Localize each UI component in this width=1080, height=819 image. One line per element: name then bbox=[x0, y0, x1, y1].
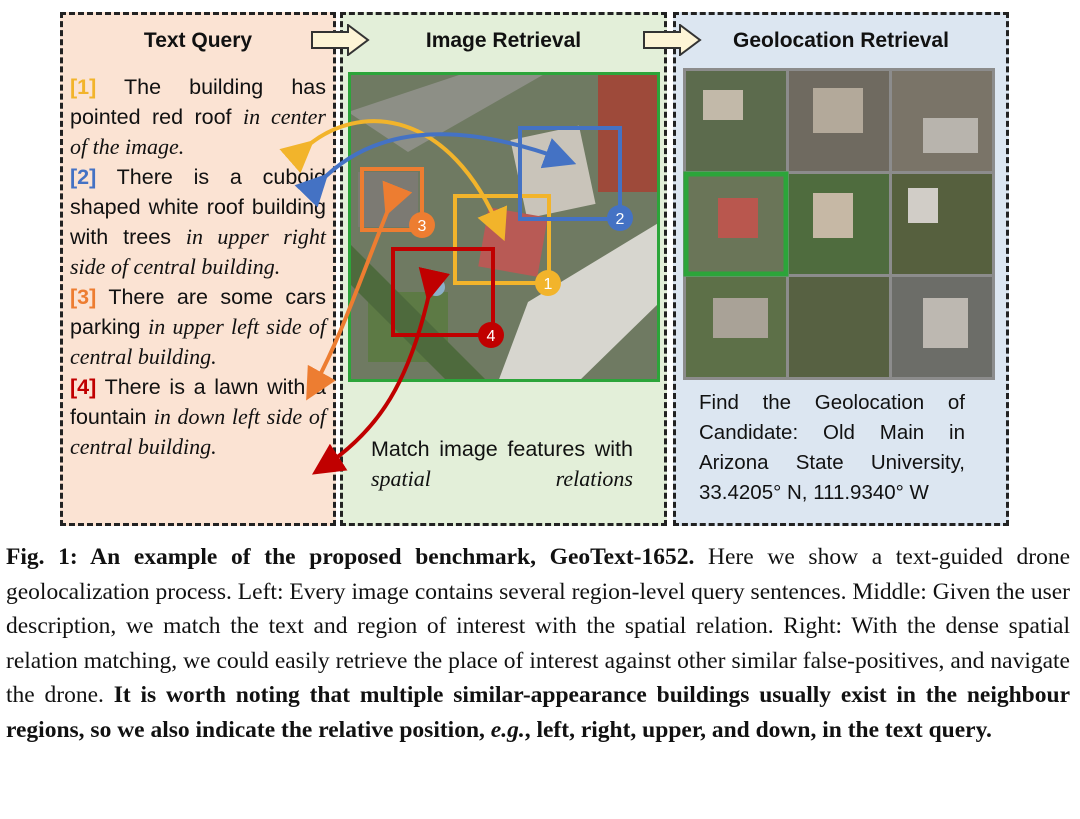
text-query-title: Text Query bbox=[143, 29, 253, 52]
caption-label: Fig. 1: An example of the proposed benchmark, GeoText-1652. bbox=[6, 544, 695, 570]
candidate-image-grid bbox=[683, 68, 995, 380]
query-item-1: [1] The building has pointed red roof in center of the image. bbox=[70, 75, 326, 159]
geolocation-result bbox=[699, 388, 965, 508]
match-line-2: spatial relations bbox=[371, 466, 633, 491]
marker-2-label: 2 bbox=[615, 211, 625, 228]
marker-3-label: 3 bbox=[417, 218, 427, 235]
marker-1-label: 1 bbox=[543, 276, 553, 293]
caption-body: Here we show a text-guided drone geolocalization process. Left: Every image contains several region-level query sentences. Middle: Given the user description, we match the text and region of interest with the spatial relation. Right: With the dense spatial relation matching, we could easily retrieve the place of interest against other similar false-positives, and navigate the drone. bbox=[6, 544, 1070, 708]
match-line-1: Match image features with bbox=[371, 437, 633, 461]
flow-arrow-icon bbox=[642, 24, 702, 56]
query-item-3: [3] There are some cars parking in upper left side of central building. bbox=[70, 285, 326, 369]
geo-line-2: Candidate: Old Main in bbox=[699, 421, 965, 444]
query-list bbox=[70, 72, 326, 462]
image-retrieval-title: Image Retrieval bbox=[425, 29, 582, 52]
aerial-drone-image bbox=[348, 72, 660, 382]
query-item-4: [4] There is a lawn with a fountain in down left side of central building. bbox=[70, 375, 326, 459]
geolocation-retrieval-title: Geolocation Retrieval bbox=[733, 29, 949, 52]
geo-coordinates: 33.4205° N, 111.9340° W bbox=[699, 481, 929, 504]
figure-caption bbox=[6, 540, 1070, 747]
match-description bbox=[371, 434, 633, 494]
geo-line-1: Find the Geolocation of bbox=[699, 391, 965, 414]
caption-note: It is worth noting that multiple similar-appearance buildings usually exist in the neighbour regions, so we also indicate the relative position, e.g., left, right, upper, and down, in the text query. bbox=[6, 682, 1071, 743]
flow-arrow-icon bbox=[310, 24, 370, 56]
geo-line-3: Arizona State University, bbox=[699, 451, 965, 474]
marker-4-label: 4 bbox=[486, 328, 496, 345]
query-item-2: [2] There is a cuboid shaped white roof building with trees in upper right side of central building. bbox=[70, 165, 326, 279]
